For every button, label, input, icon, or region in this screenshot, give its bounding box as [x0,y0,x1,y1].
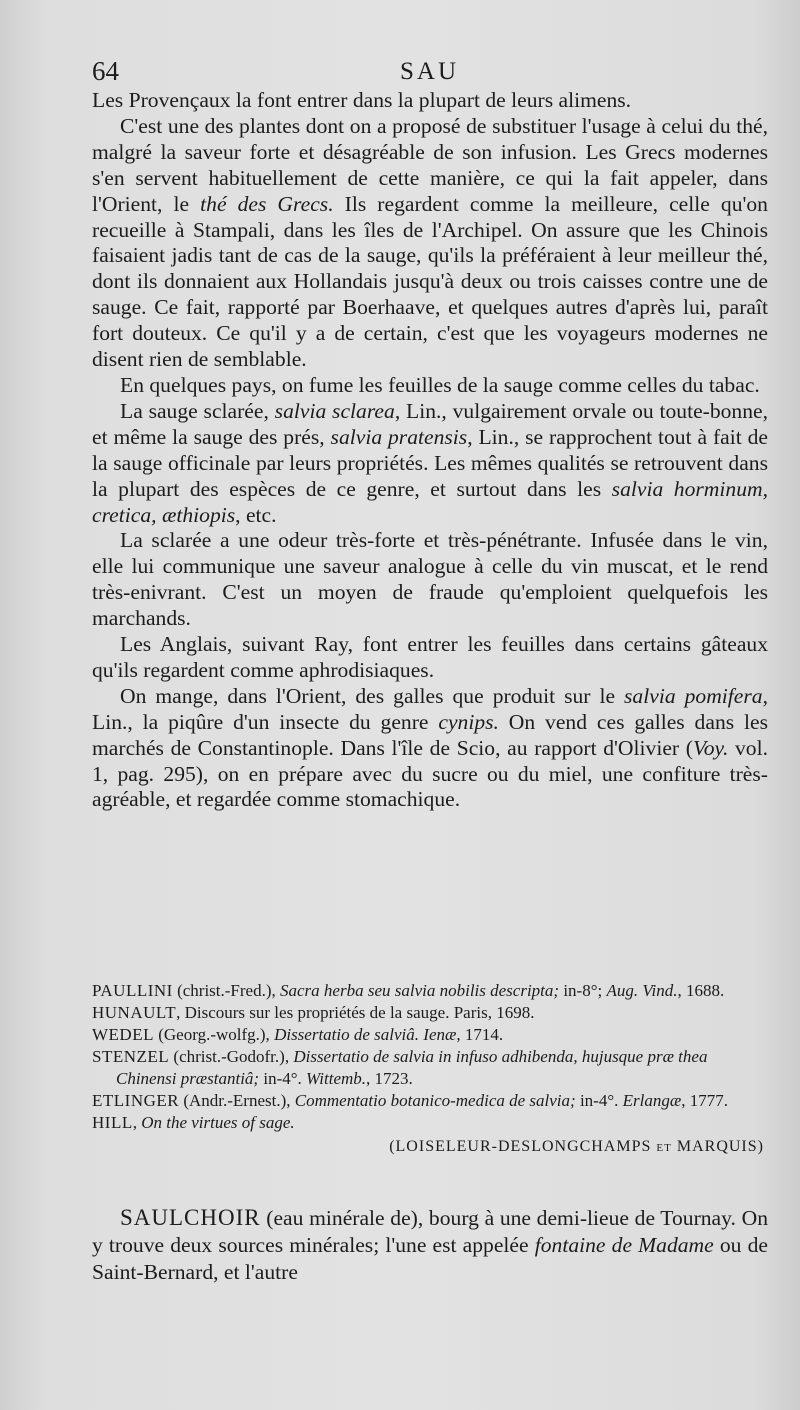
bibliography-entry: STENZEL (christ.-Godofr.), Dissertatio de salvia in infuso adhibenda, hujusque præ thea Chinensi præstantiâ; in-4°. Wittemb., 1723. [92,1047,708,1088]
paragraph: C'est une des plantes dont on a proposé de substituer l'usage à celui du thé, malgré la saveur forte et désagréable de son infusion. Les Grecs modernes s'en servent habituellement de cette manière, ce qui la fait appeler, dans l'Orient, le thé des Grecs. Ils regardent comme la meilleure, celle qu'on recueille à Stampali, dans les îles de l'Archipel. On assure que les Chinois faisaient jadis tant de cas de la sauge, qu'ils la préféraient à leur meilleur thé, dont ils donnaient aux Hollandais jusqu'à deux ou trois caisses contre une de sauge. Ce fait, rapporté par Boerhaave, et quelques autres d'après lui, paraît fort douteux. Ce qu'il y a de certain, c'est que les voyageurs modernes ne disent rien de semblable. [92,113,768,372]
body-text [92,88,768,813]
bibliography-entry: ETLINGER (Andr.-Ernest.), Commentatio botanico-medica de salvia; in-4°. Erlangæ, 1777. [92,1091,728,1110]
bibliography-entry: WEDEL (Georg.-wolfg.), Dissertatio de salviâ. Ienæ, 1714. [92,1025,504,1044]
running-head: SAU [400,58,460,85]
bibliography-entry: HUNAULT, Discours sur les propriétés de la sauge. Paris, 1698. [92,1003,535,1022]
next-entry [92,1204,768,1286]
headword: SAULCHOIR [120,1205,261,1230]
bibliography [92,980,768,1158]
paragraph: SAULCHOIR (eau minérale de), bourg à une demi-lieue de Tournay. On y trouve deux sources minérales; l'une est appelée fontaine de Madame ou de Saint-Bernard, et l'autre [92,1205,769,1284]
bibliography-entry: HILL, On the virtues of sage. [92,1113,295,1132]
bibliography-entry: PAULLINI (christ.-Fred.), Sacra herba seu salvia nobilis descripta; in-8°; Aug. Vind., 1688. [92,981,725,1000]
author-signature: (LOISELEUR-DESLONGCHAMPS et MARQUIS) [389,1138,764,1155]
paragraph: Les Anglais, suivant Ray, font entrer les feuilles dans certains gâteaux qu'ils regardent comme aphrodisiaques. [92,632,768,682]
page-number: 64 [92,56,119,86]
paragraph: Les Provençaux la font entrer dans la plupart de leurs alimens. [92,88,632,112]
paragraph: La sauge sclarée, salvia sclarea, Lin., vulgairement orvale ou toute-bonne, et même la sauge des prés, salvia pratensis, Lin., se rapprochent tout à fait de la sauge officinale par leurs propriétés. Les mêmes qualités se retrouvent dans la plupart des espèces de ce genre, et surtout dans les salvia horminum, cretica, æthiopis, etc. [92,398,769,527]
paragraph: En quelques pays, on fume les feuilles de la sauge comme celles du tabac. [120,372,760,397]
paragraph: On mange, dans l'Orient, des galles que produit sur le salvia pomifera, Lin., la piqûre d'un insecte du genre cynips. On vend ces galles dans les marchés de Constantinople. Dans l'île de Scio, au rapport d'Olivier (Voy. vol. 1, pag. 295), on en prépare avec du sucre ou du miel, une confiture très-agréable, et regardée comme stomachique. [92,683,769,812]
paragraph: La sclarée a une odeur très-forte et très-pénétrante. Infusée dans le vin, elle lui communique une saveur analogue à celle du vin muscat, et le rend très-enivrant. C'est un moyen de fraude qu'emploient quelquefois les marchands. [92,528,768,631]
page-header [92,56,772,90]
